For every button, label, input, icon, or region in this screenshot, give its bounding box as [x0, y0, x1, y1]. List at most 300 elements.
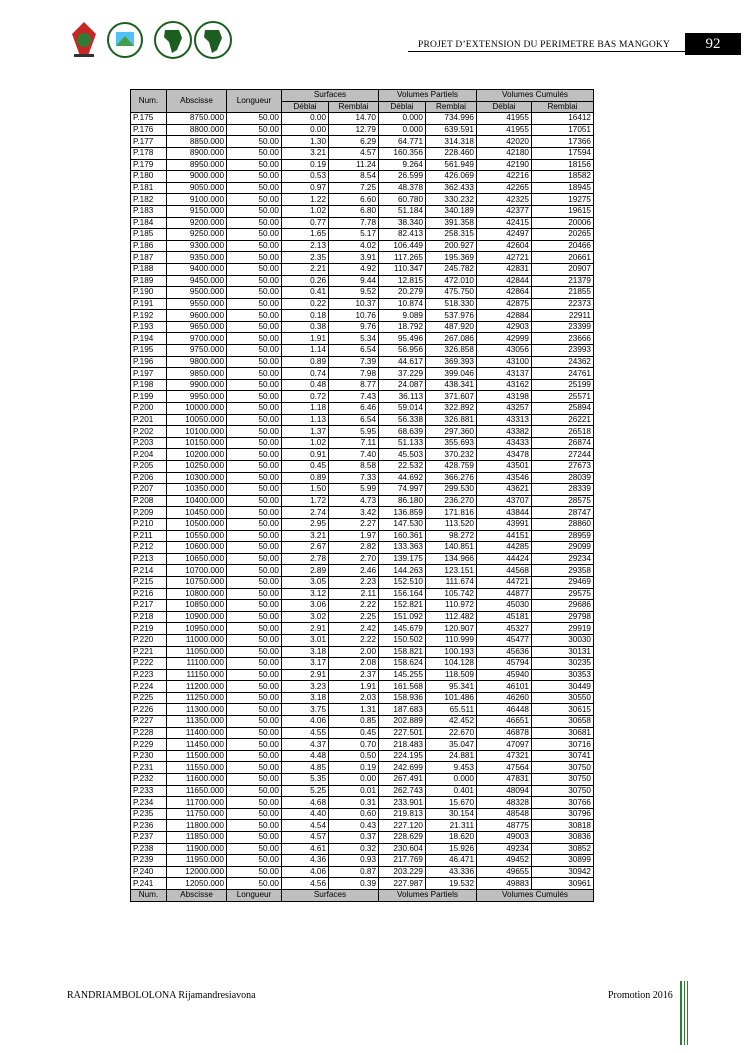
table-cell: 10150.000: [167, 437, 227, 449]
table-cell: 48.378: [379, 182, 426, 194]
table-cell: 48775: [477, 820, 532, 832]
table-cell: 158.821: [379, 646, 426, 658]
table-cell: 0.85: [329, 716, 379, 728]
table-cell: P.240: [131, 866, 167, 878]
table-cell: 30681: [532, 727, 594, 739]
table-row: [131, 229, 594, 241]
table-cell: 1.18: [282, 403, 329, 415]
table-cell: 4.54: [282, 820, 329, 832]
table-cell: 42875: [477, 298, 532, 310]
table-cell: 30615: [532, 704, 594, 716]
table-cell: 30818: [532, 820, 594, 832]
table-row: [131, 704, 594, 716]
table-cell: 5.35: [282, 774, 329, 786]
table-cell: 10400.000: [167, 495, 227, 507]
table-cell: P.221: [131, 646, 167, 658]
table-cell: 2.78: [282, 553, 329, 565]
ministry-logo-2: [106, 20, 144, 60]
table-cell: 1.37: [282, 426, 329, 438]
table-row: [131, 623, 594, 635]
table-cell: 0.93: [329, 855, 379, 867]
table-cell: 47564: [477, 762, 532, 774]
table-cell: 2.21: [282, 263, 329, 275]
table-cell: 43382: [477, 426, 532, 438]
table-cell: P.208: [131, 495, 167, 507]
table-cell: 43257: [477, 403, 532, 415]
table-cell: 42377: [477, 205, 532, 217]
table-cell: P.212: [131, 542, 167, 554]
table-cell: 6.29: [329, 136, 379, 148]
table-cell: 50.00: [227, 182, 282, 194]
table-cell: 3.21: [282, 147, 329, 159]
table-cell: 11800.000: [167, 820, 227, 832]
table-cell: 160.356: [379, 147, 426, 159]
table-cell: 18.620: [426, 832, 477, 844]
table-cell: P.204: [131, 449, 167, 461]
table-cell: 2.22: [329, 634, 379, 646]
table-cell: 50.00: [227, 345, 282, 357]
table-cell: 10000.000: [167, 403, 227, 415]
table-cell: 30766: [532, 797, 594, 809]
table-cell: 26518: [532, 426, 594, 438]
table-cell: 161.568: [379, 681, 426, 693]
table-cell: 18582: [532, 171, 594, 183]
table-cell: 9150.000: [167, 205, 227, 217]
table-cell: 50.00: [227, 785, 282, 797]
table-cell: 11750.000: [167, 808, 227, 820]
table-cell: 10200.000: [167, 449, 227, 461]
table-cell: 322.892: [426, 403, 477, 415]
table-cell: 2.95: [282, 518, 329, 530]
table-cell: 195.369: [426, 252, 477, 264]
table-cell: 47831: [477, 774, 532, 786]
table-cell: 50.00: [227, 530, 282, 542]
table-cell: 113.520: [426, 518, 477, 530]
table-cell: 0.38: [282, 321, 329, 333]
table-cell: 9.453: [426, 762, 477, 774]
table-cell: 134.966: [426, 553, 477, 565]
table-cell: 2.89: [282, 565, 329, 577]
table-row: [131, 182, 594, 194]
table-cell: 42325: [477, 194, 532, 206]
table-cell: 1.31: [329, 704, 379, 716]
table-cell: P.223: [131, 669, 167, 681]
table-cell: 233.901: [379, 797, 426, 809]
table-cell: 45327: [477, 623, 532, 635]
table-cell: 0.50: [329, 750, 379, 762]
table-cell: 3.17: [282, 658, 329, 670]
footer-surfaces: Surfaces: [282, 889, 379, 901]
table-row: [131, 287, 594, 299]
table-cell: 518.330: [426, 298, 477, 310]
table-cell: 3.12: [282, 588, 329, 600]
table-cell: 314.318: [426, 136, 477, 148]
table-cell: 45794: [477, 658, 532, 670]
table-cell: 326.858: [426, 345, 477, 357]
table-cell: 20466: [532, 240, 594, 252]
table-cell: 50.00: [227, 229, 282, 241]
table-cell: 10650.000: [167, 553, 227, 565]
table-cell: 8.77: [329, 379, 379, 391]
sub-deblai-header: Déblai: [282, 101, 329, 113]
table-cell: 133.363: [379, 542, 426, 554]
table-cell: P.199: [131, 391, 167, 403]
table-cell: P.222: [131, 658, 167, 670]
col-volumes-partiels-header: Volumes Partiels: [379, 90, 477, 102]
table-cell: P.225: [131, 692, 167, 704]
table-cell: 117.265: [379, 252, 426, 264]
table-cell: P.196: [131, 356, 167, 368]
table-row: [131, 681, 594, 693]
table-cell: 355.693: [426, 437, 477, 449]
table-cell: 44424: [477, 553, 532, 565]
table-cell: P.216: [131, 588, 167, 600]
table-cell: 8900.000: [167, 147, 227, 159]
table-cell: P.205: [131, 461, 167, 473]
table-cell: 8850.000: [167, 136, 227, 148]
table-cell: P.197: [131, 368, 167, 380]
table-cell: 100.193: [426, 646, 477, 658]
table-cell: 5.95: [329, 426, 379, 438]
table-cell: 228.629: [379, 832, 426, 844]
table-cell: 28959: [532, 530, 594, 542]
table-row: [131, 426, 594, 438]
table-row: [131, 646, 594, 658]
table-cell: P.209: [131, 507, 167, 519]
table-cell: 123.151: [426, 565, 477, 577]
footer-volumes-cumules: Volumes Cumulés: [477, 889, 594, 901]
table-cell: 25894: [532, 403, 594, 415]
table-cell: 120.907: [426, 623, 477, 635]
table-cell: 3.02: [282, 611, 329, 623]
table-cell: P.194: [131, 333, 167, 345]
table-cell: 11250.000: [167, 692, 227, 704]
table-cell: 20661: [532, 252, 594, 264]
table-header-row: [131, 90, 594, 102]
table-cell: 1.97: [329, 530, 379, 542]
table-row: [131, 832, 594, 844]
table-cell: 297.360: [426, 426, 477, 438]
table-cell: 9200.000: [167, 217, 227, 229]
table-cell: 0.00: [282, 113, 329, 125]
table-cell: 10900.000: [167, 611, 227, 623]
table-cell: 12.79: [329, 124, 379, 136]
table-cell: 45030: [477, 600, 532, 612]
decorative-bar: [680, 981, 682, 1045]
table-cell: 29575: [532, 588, 594, 600]
table-cell: 366.276: [426, 472, 477, 484]
table-cell: 30942: [532, 866, 594, 878]
table-cell: 41955: [477, 113, 532, 125]
table-cell: 5.25: [282, 785, 329, 797]
table-cell: 150.502: [379, 634, 426, 646]
table-cell: 9800.000: [167, 356, 227, 368]
table-cell: 47097: [477, 739, 532, 751]
table-row: [131, 263, 594, 275]
footer-abscisse: Abscisse: [167, 889, 227, 901]
table-cell: 104.128: [426, 658, 477, 670]
table-cell: 42415: [477, 217, 532, 229]
table-cell: 50.00: [227, 692, 282, 704]
table-cell: 25571: [532, 391, 594, 403]
table-cell: 45940: [477, 669, 532, 681]
table-cell: 426.069: [426, 171, 477, 183]
table-cell: 0.72: [282, 391, 329, 403]
table-cell: 218.483: [379, 739, 426, 751]
table-cell: 50.00: [227, 716, 282, 728]
table-row: [131, 855, 594, 867]
table-row: [131, 171, 594, 183]
table-cell: 4.61: [282, 843, 329, 855]
table-cell: 44.692: [379, 472, 426, 484]
table-cell: 4.56: [282, 878, 329, 890]
table-cell: 203.229: [379, 866, 426, 878]
table-cell: 0.19: [329, 762, 379, 774]
table-cell: P.189: [131, 275, 167, 287]
table-cell: 42020: [477, 136, 532, 148]
table-row: [131, 565, 594, 577]
table-cell: 41955: [477, 124, 532, 136]
table-cell: 0.000: [379, 124, 426, 136]
table-cell: P.193: [131, 321, 167, 333]
table-cell: 9250.000: [167, 229, 227, 241]
table-cell: 30899: [532, 855, 594, 867]
table-row: [131, 507, 594, 519]
table-cell: P.230: [131, 750, 167, 762]
table-cell: P.179: [131, 159, 167, 171]
africa-logo-1: [152, 20, 194, 60]
table-cell: 29358: [532, 565, 594, 577]
table-cell: 4.37: [282, 739, 329, 751]
table-cell: 0.41: [282, 287, 329, 299]
table-cell: 8800.000: [167, 124, 227, 136]
table-cell: 24.087: [379, 379, 426, 391]
table-cell: 8.58: [329, 461, 379, 473]
table-cell: 50.00: [227, 461, 282, 473]
table-cell: 3.05: [282, 576, 329, 588]
table-cell: 29798: [532, 611, 594, 623]
table-cell: 30852: [532, 843, 594, 855]
table-cell: 0.43: [329, 820, 379, 832]
table-row: [131, 461, 594, 473]
table-cell: P.227: [131, 716, 167, 728]
table-cell: 43100: [477, 356, 532, 368]
table-cell: P.215: [131, 576, 167, 588]
table-cell: 30836: [532, 832, 594, 844]
table-body: [131, 113, 594, 890]
table-row: [131, 472, 594, 484]
table-cell: 50.00: [227, 484, 282, 496]
table-cell: P.213: [131, 553, 167, 565]
table-cell: 30449: [532, 681, 594, 693]
table-cell: 10.76: [329, 310, 379, 322]
col-abscisse-header: Abscisse: [167, 90, 227, 113]
table-cell: 0.00: [282, 124, 329, 136]
table-cell: P.180: [131, 171, 167, 183]
table-cell: 50.00: [227, 669, 282, 681]
table-cell: 50.00: [227, 356, 282, 368]
table-cell: 2.13: [282, 240, 329, 252]
footer-author: RANDRIAMBOLOLONA Rijamandresiavona: [67, 990, 256, 1001]
table-cell: 227.987: [379, 878, 426, 890]
table-cell: 30550: [532, 692, 594, 704]
table-cell: 1.91: [329, 681, 379, 693]
table-row: [131, 437, 594, 449]
table-cell: 10050.000: [167, 414, 227, 426]
table-row: [131, 588, 594, 600]
table-cell: 11200.000: [167, 681, 227, 693]
table-cell: P.192: [131, 310, 167, 322]
table-row: [131, 774, 594, 786]
table-cell: 7.43: [329, 391, 379, 403]
table-cell: 44151: [477, 530, 532, 542]
table-cell: 340.189: [426, 205, 477, 217]
table-cell: 50.00: [227, 623, 282, 635]
table-cell: 50.00: [227, 808, 282, 820]
table-cell: 399.046: [426, 368, 477, 380]
table-cell: 3.42: [329, 507, 379, 519]
table-cell: P.235: [131, 808, 167, 820]
table-cell: 48094: [477, 785, 532, 797]
table-cell: 42190: [477, 159, 532, 171]
table-cell: 230.604: [379, 843, 426, 855]
table-cell: 43501: [477, 461, 532, 473]
table-cell: 1.30: [282, 136, 329, 148]
table-cell: 82.413: [379, 229, 426, 241]
table-row: [131, 843, 594, 855]
table-cell: 7.98: [329, 368, 379, 380]
table-cell: 42844: [477, 275, 532, 287]
table-cell: P.191: [131, 298, 167, 310]
table-cell: 19615: [532, 205, 594, 217]
table-cell: 0.18: [282, 310, 329, 322]
table-cell: 50.00: [227, 518, 282, 530]
table-cell: 0.000: [426, 774, 477, 786]
table-cell: 46448: [477, 704, 532, 716]
table-cell: 0.89: [282, 356, 329, 368]
table-cell: 262.743: [379, 785, 426, 797]
table-cell: 48548: [477, 808, 532, 820]
table-cell: 245.782: [426, 263, 477, 275]
table-cell: 4.06: [282, 866, 329, 878]
table-cell: 50.00: [227, 866, 282, 878]
table-cell: P.182: [131, 194, 167, 206]
table-cell: 9950.000: [167, 391, 227, 403]
table-cell: 50.00: [227, 855, 282, 867]
footer-promotion: Promotion 2016: [608, 990, 673, 1001]
table-cell: 43478: [477, 449, 532, 461]
table-cell: 26221: [532, 414, 594, 426]
table-cell: 9500.000: [167, 287, 227, 299]
table-cell: 50.00: [227, 750, 282, 762]
table-cell: 15.670: [426, 797, 477, 809]
table-cell: 5.34: [329, 333, 379, 345]
table-cell: 7.40: [329, 449, 379, 461]
table-cell: 537.976: [426, 310, 477, 322]
table-cell: 50.00: [227, 820, 282, 832]
table-cell: 51.133: [379, 437, 426, 449]
table-cell: 0.32: [329, 843, 379, 855]
table-cell: 1.02: [282, 205, 329, 217]
table-cell: 0.74: [282, 368, 329, 380]
table-cell: 11400.000: [167, 727, 227, 739]
table-cell: 2.35: [282, 252, 329, 264]
table-cell: 110.972: [426, 600, 477, 612]
table-cell: 2.91: [282, 623, 329, 635]
table-cell: 74.997: [379, 484, 426, 496]
table-cell: 42999: [477, 333, 532, 345]
table-cell: 4.57: [329, 147, 379, 159]
table-cell: 10250.000: [167, 461, 227, 473]
table-cell: 60.780: [379, 194, 426, 206]
decorative-bar: [684, 981, 685, 1045]
table-cell: 3.91: [329, 252, 379, 264]
table-cell: 49655: [477, 866, 532, 878]
table-cell: 49883: [477, 878, 532, 890]
table-cell: 110.999: [426, 634, 477, 646]
table-row: [131, 298, 594, 310]
table-cell: 21379: [532, 275, 594, 287]
table-cell: P.210: [131, 518, 167, 530]
table-cell: 50.00: [227, 658, 282, 670]
table-cell: 11550.000: [167, 762, 227, 774]
table-cell: 44.617: [379, 356, 426, 368]
table-row: [131, 379, 594, 391]
table-cell: 7.39: [329, 356, 379, 368]
table-cell: 9100.000: [167, 194, 227, 206]
table-cell: 242.699: [379, 762, 426, 774]
table-cell: 3.18: [282, 646, 329, 658]
table-cell: 42884: [477, 310, 532, 322]
table-cell: P.228: [131, 727, 167, 739]
table-row: [131, 194, 594, 206]
table-row: [131, 727, 594, 739]
table-cell: 11850.000: [167, 832, 227, 844]
table-row: [131, 600, 594, 612]
sub-remblai-header: Remblai: [329, 101, 379, 113]
table-cell: 6.54: [329, 345, 379, 357]
table-row: [131, 878, 594, 890]
table-cell: 11650.000: [167, 785, 227, 797]
table-cell: P.232: [131, 774, 167, 786]
table-cell: 50.00: [227, 275, 282, 287]
table-row: [131, 275, 594, 287]
table-cell: 35.047: [426, 739, 477, 751]
table-cell: P.219: [131, 623, 167, 635]
table-cell: 50.00: [227, 739, 282, 751]
table-row: [131, 692, 594, 704]
table-cell: 0.000: [379, 113, 426, 125]
sub-remblai-header: Remblai: [426, 101, 477, 113]
table-cell: 95.341: [426, 681, 477, 693]
footer-longueur: Longueur: [227, 889, 282, 901]
table-cell: 20907: [532, 263, 594, 275]
table-cell: 11900.000: [167, 843, 227, 855]
table-cell: 45.503: [379, 449, 426, 461]
table-cell: 639.591: [426, 124, 477, 136]
table-cell: 42604: [477, 240, 532, 252]
table-cell: 46101: [477, 681, 532, 693]
table-cell: 9.52: [329, 287, 379, 299]
table-cell: 23399: [532, 321, 594, 333]
table-cell: 28860: [532, 518, 594, 530]
table-cell: P.175: [131, 113, 167, 125]
table-cell: 2.00: [329, 646, 379, 658]
table-cell: P.202: [131, 426, 167, 438]
table-cell: 29099: [532, 542, 594, 554]
table-cell: 0.91: [282, 449, 329, 461]
table-cell: 10750.000: [167, 576, 227, 588]
